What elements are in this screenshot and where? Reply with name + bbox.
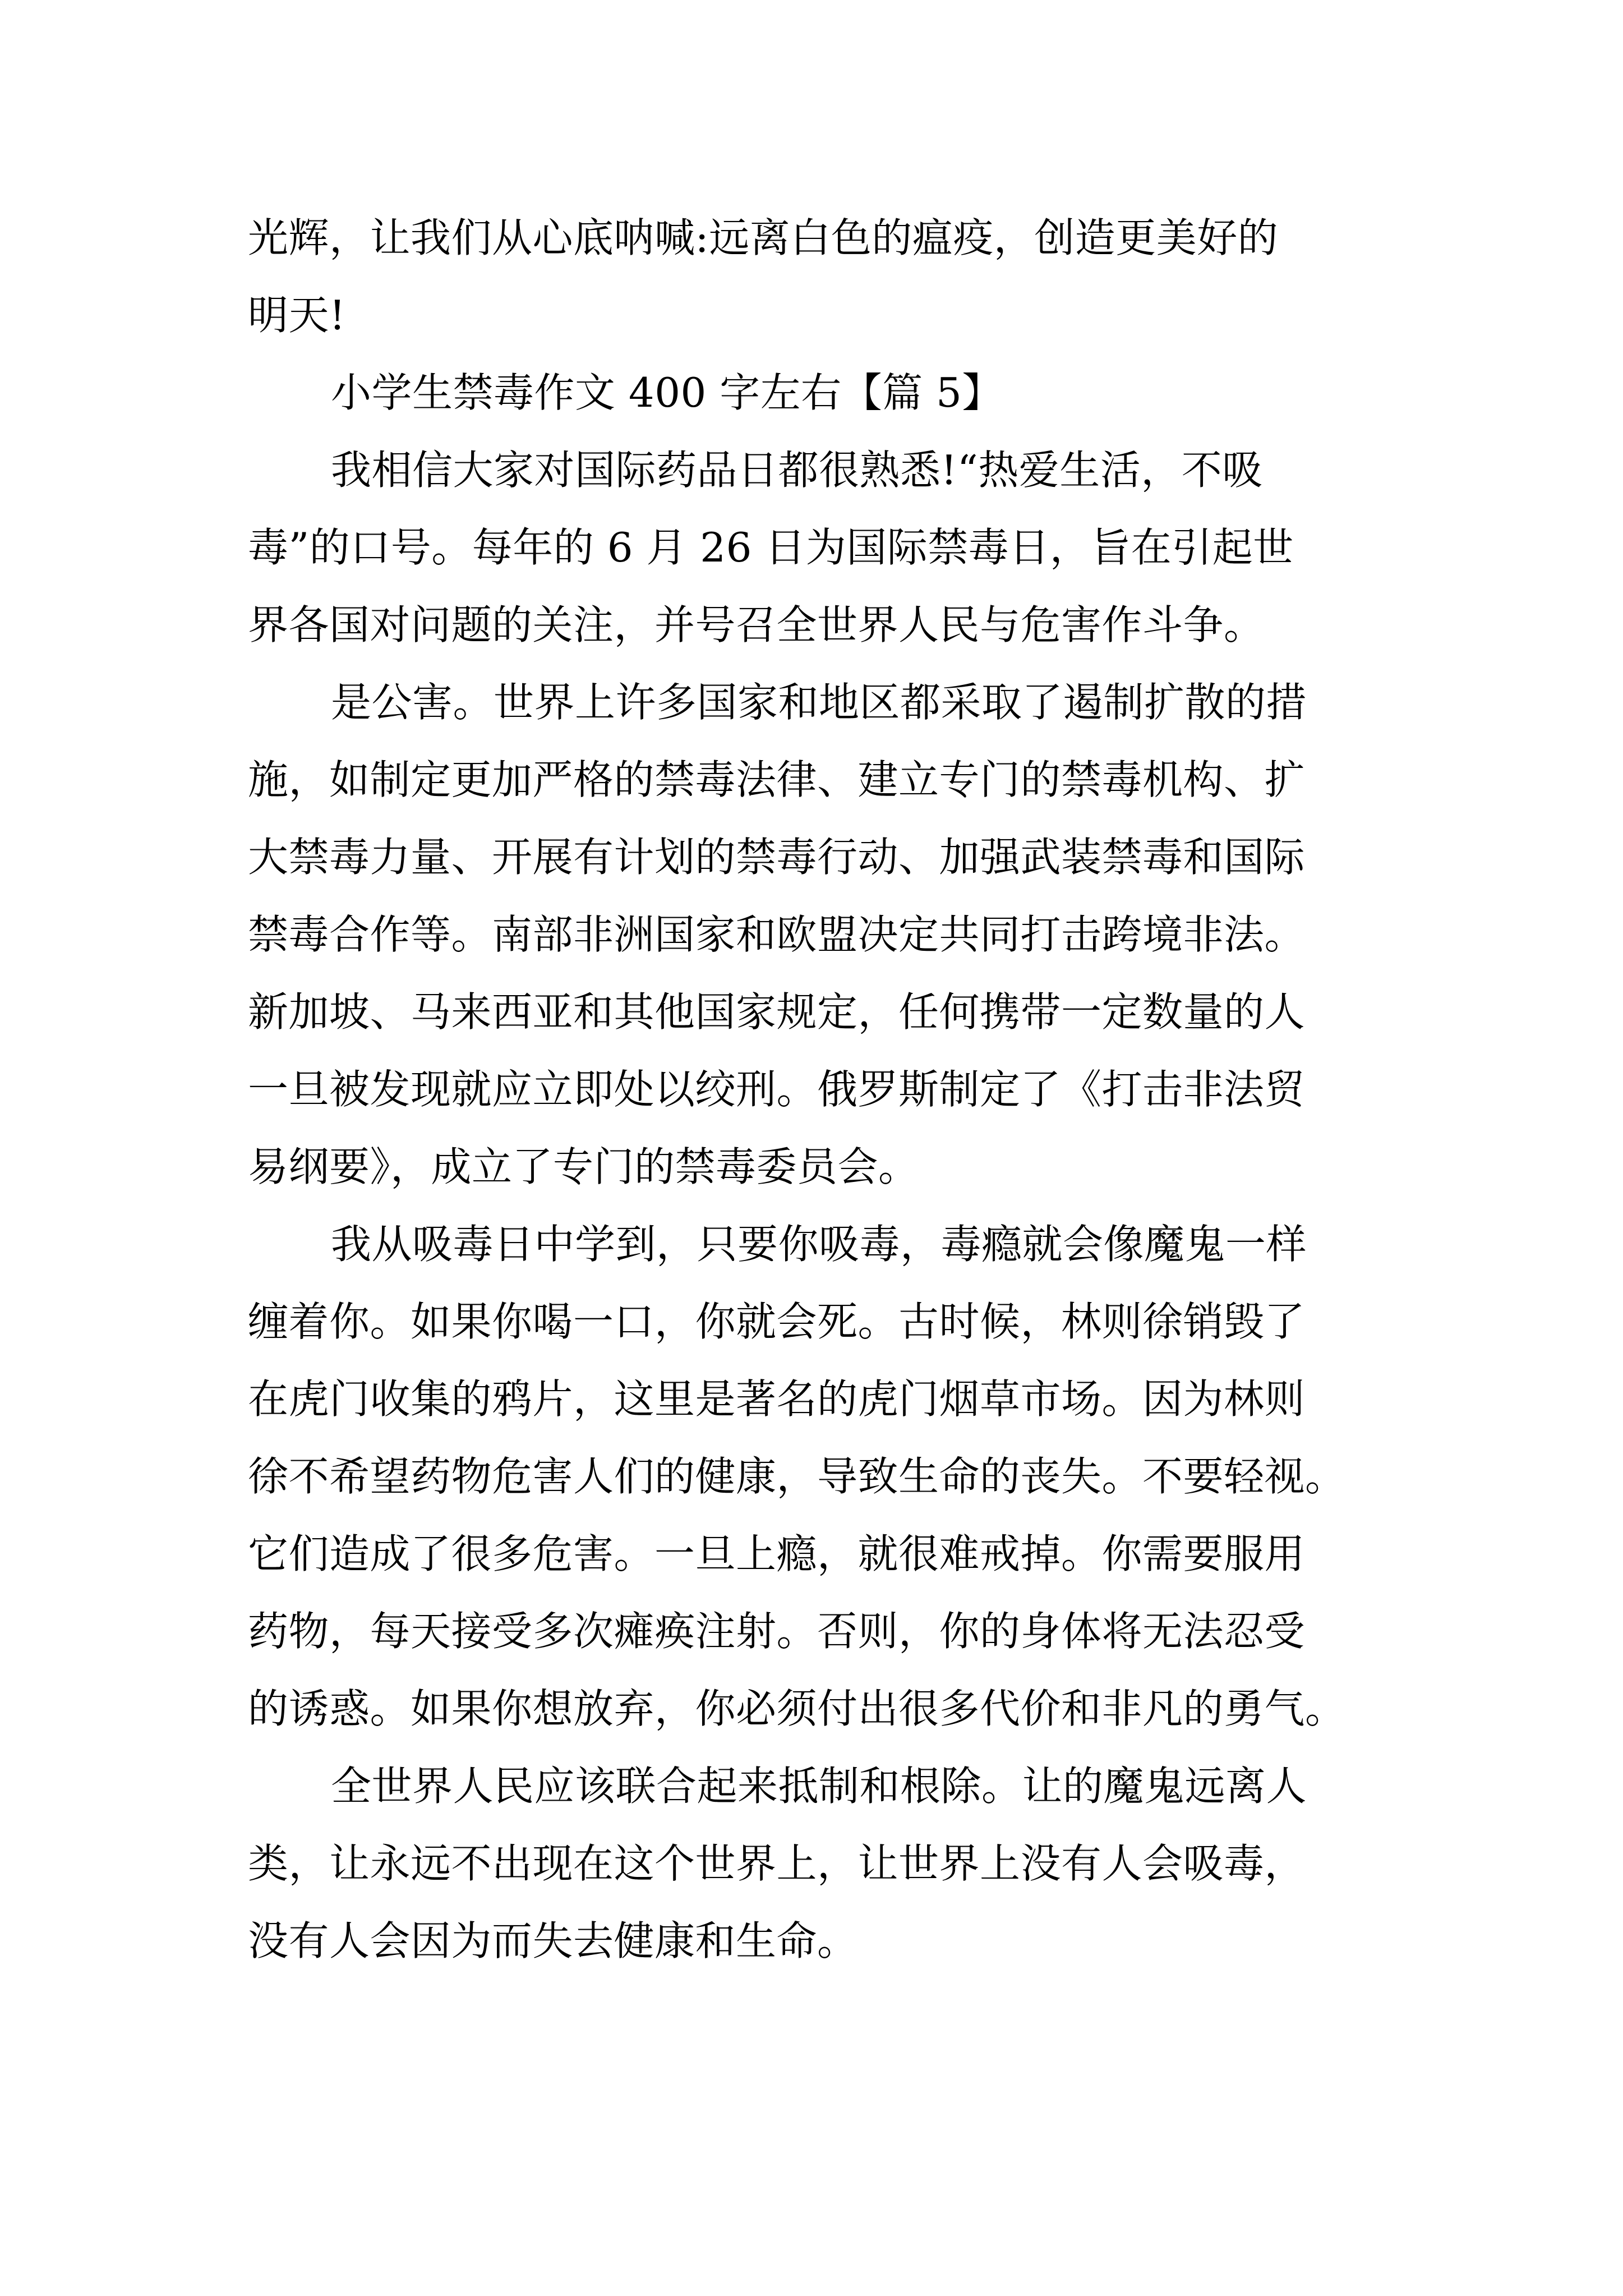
text-line: 它们造成了很多危害。一旦上瘾，就很难戒掉。你需要服用 [248, 1530, 1306, 1577]
text-line: 一旦被发现就应立即处以绞刑。俄罗斯制定了《打击非法贸 [248, 1066, 1306, 1113]
text-line: 在虎门收集的鸦片，这里是著名的虎门烟草市场。因为林则 [248, 1375, 1306, 1423]
text-line: 施，如制定更加严格的禁毒法律、建立专门的禁毒机构、扩 [248, 756, 1306, 803]
article-body [248, 199, 1403, 1980]
paragraph-start-line: 是公害。世界上许多国家和地区都采取了遏制扩散的措 [331, 679, 1307, 726]
text-line: 新加坡、马来西亚和其他国家规定，任何携带一定数量的人 [248, 988, 1306, 1036]
text-line: 光辉，让我们从心底呐喊:远离白色的瘟疫，创造更美好的 [248, 214, 1279, 261]
text-line: 毒”的口号。每年的 6 月 26 日为国际禁毒日，旨在引起世 [248, 524, 1294, 571]
text-line: 的诱惑。如果你想放弃，你必须付出很多代价和非凡的勇气。 [248, 1685, 1346, 1732]
paragraph-start-line: 我相信大家对国际药品日都很熟悉!“热爱生活，不吸 [331, 447, 1263, 494]
paragraph-start-line: 我从吸毒日中学到，只要你吸毒，毒瘾就会像魔鬼一样 [331, 1221, 1307, 1268]
text-line: 缠着你。如果你喝一口，你就会死。古时候，林则徐销毁了 [248, 1298, 1306, 1345]
text-line: 类，让永远不出现在这个世界上，让世界上没有人会吸毒， [248, 1840, 1306, 1887]
text-line: 界各国对问题的关注，并号召全世界人民与危害作斗争。 [248, 601, 1265, 648]
section-heading: 小学生禁毒作文 400 字左右【篇 5】 [331, 369, 1003, 416]
text-line: 大禁毒力量、开展有计划的禁毒行动、加强武装禁毒和国际 [248, 834, 1306, 881]
text-line: 徐不希望药物危害人们的健康，导致生命的丧失。不要轻视。 [248, 1453, 1346, 1500]
text-line: 没有人会因为而失去健康和生命。 [248, 1917, 858, 1964]
text-line: 药物，每天接受多次瘫痪注射。否则，你的身体将无法忍受 [248, 1608, 1306, 1655]
text-line: 禁毒合作等。南部非洲国家和欧盟决定共同打击跨境非法。 [248, 911, 1306, 958]
paragraph-start-line: 全世界人民应该联合起来抵制和根除。让的魔鬼远离人 [331, 1763, 1307, 1810]
text-line: 易纲要》，成立了专门的禁毒委员会。 [248, 1143, 919, 1190]
text-line: 明天! [248, 292, 346, 339]
